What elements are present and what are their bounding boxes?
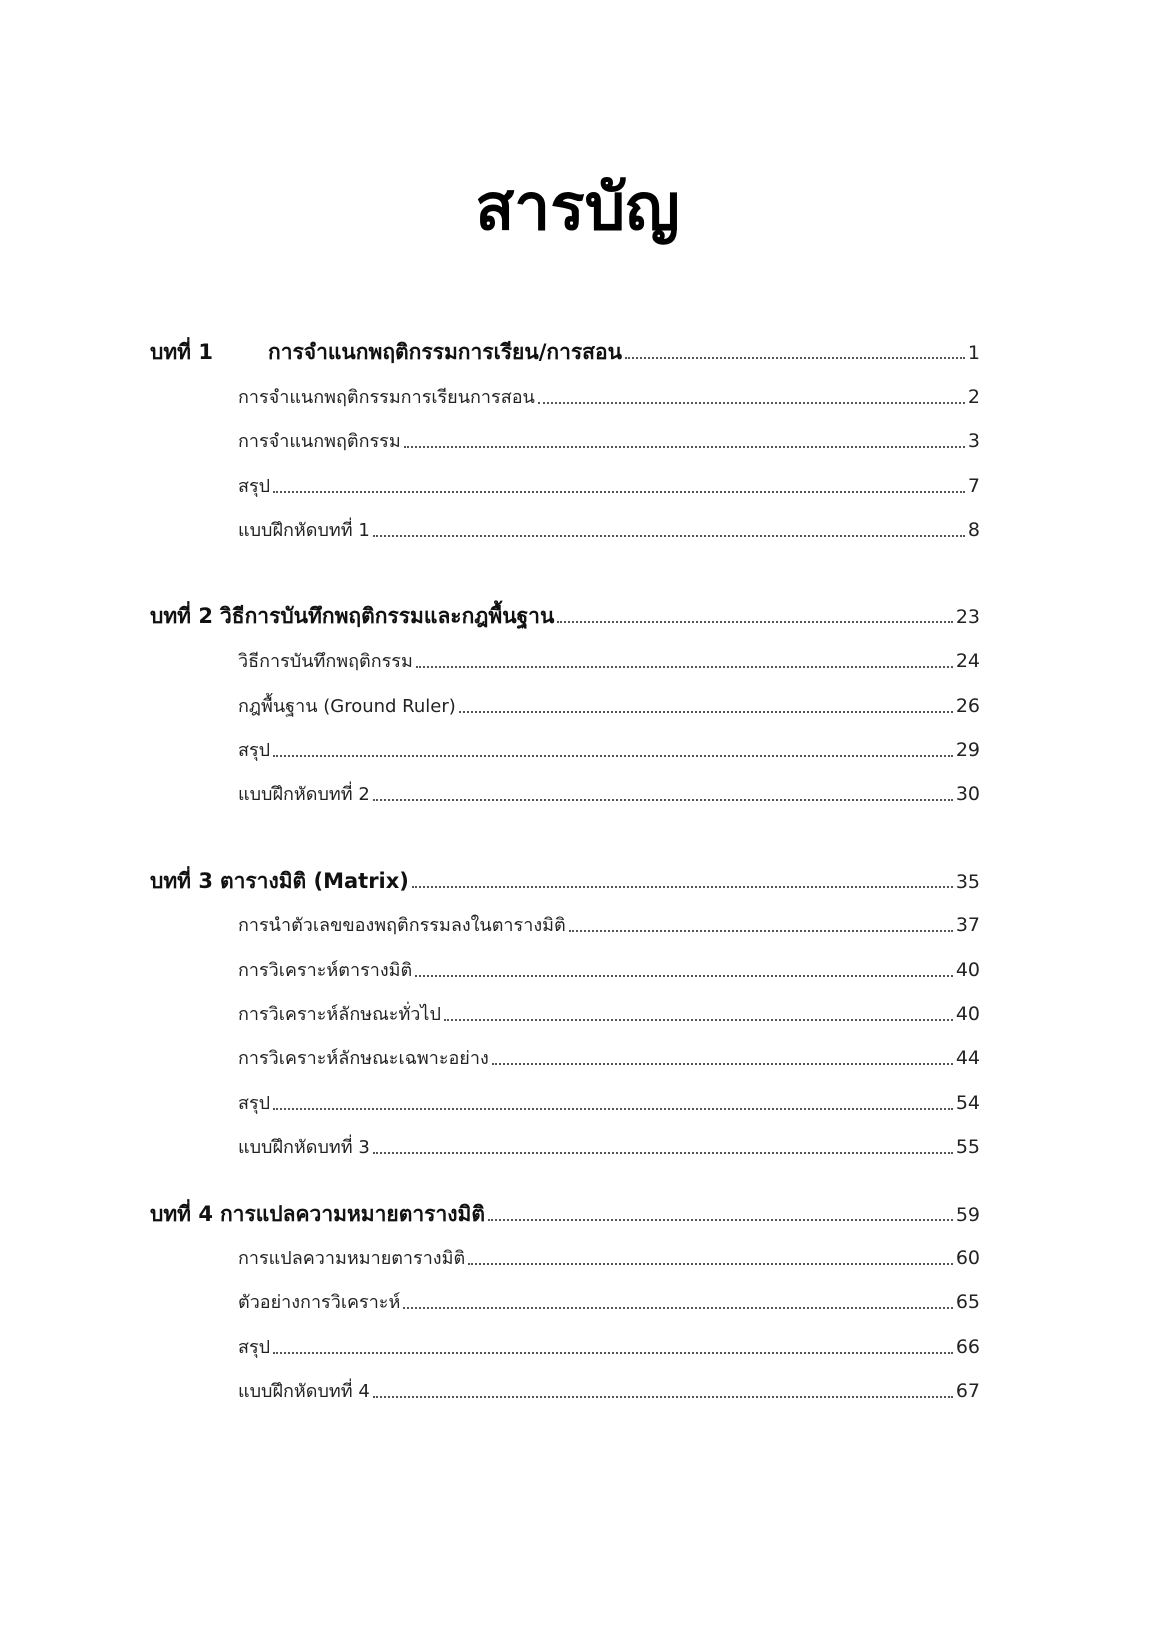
page-number: 59 (955, 1204, 980, 1226)
page-number: 55 (955, 1136, 980, 1158)
dot-leader (273, 491, 965, 493)
dot-leader (403, 1307, 952, 1309)
entry-title: ตัวอย่างการวิเคราะห์ (238, 1292, 401, 1313)
entry-title: สรุป (238, 1093, 271, 1114)
page-number: 60 (955, 1247, 980, 1269)
toc-entry[interactable] (238, 645, 980, 677)
toc-entry[interactable] (238, 778, 980, 810)
chapter-number: บทที่ 1 (150, 340, 213, 364)
page-number: 2 (967, 386, 980, 408)
entry-title: การวิเคราะห์ตารางมิติ (238, 960, 413, 981)
dot-leader (569, 930, 953, 932)
toc-entry[interactable] (238, 998, 980, 1030)
entry-title: สรุป (238, 476, 271, 497)
entry-title: แบบฝึกหัดบทที่ 4 (238, 1381, 370, 1402)
chapter-title: การแปลความหมายตารางมิติ (219, 1202, 485, 1226)
chapter-title: การจำแนกพฤติกรรมการเรียน/การสอน (268, 340, 622, 364)
entry-title: การวิเคราะห์ลักษณะทั่วไป (238, 1004, 441, 1025)
dot-leader (444, 1019, 953, 1021)
toc-entry[interactable] (238, 514, 980, 546)
entry-title: สรุป (238, 1337, 271, 1358)
entry-title: การนำตัวเลขของพฤติกรรมลงในตารางมิติ (238, 915, 566, 936)
toc-chapter-2[interactable] (150, 600, 980, 632)
page-number: 65 (955, 1291, 980, 1313)
page-number: 37 (955, 914, 980, 936)
toc-entry[interactable] (238, 1087, 980, 1119)
dot-leader (273, 1108, 953, 1110)
toc-entry[interactable] (238, 734, 980, 766)
toc-entry[interactable] (238, 1331, 980, 1363)
page-number: 1 (967, 342, 980, 364)
entry-title: แบบฝึกหัดบทที่ 2 (238, 784, 370, 805)
dot-leader (273, 755, 953, 757)
toc-entry[interactable] (238, 425, 980, 457)
page-number: 40 (955, 1003, 980, 1025)
page-number: 44 (955, 1047, 980, 1069)
chapter-number: บทที่ 3 (150, 869, 213, 893)
toc-entry[interactable] (238, 381, 980, 413)
dot-leader (273, 1352, 953, 1354)
page-number: 3 (967, 430, 980, 452)
chapter-title: ตารางมิติ (Matrix) (219, 869, 409, 893)
page-number: 29 (955, 739, 980, 761)
toc-entry[interactable] (238, 909, 980, 941)
page-number: 26 (955, 695, 980, 717)
page-number: 7 (967, 475, 980, 497)
dot-leader (416, 666, 953, 668)
page-number: 30 (955, 783, 980, 805)
dot-leader (557, 621, 952, 623)
toc-entry[interactable] (238, 690, 980, 722)
toc-entry[interactable] (238, 954, 980, 986)
dot-leader (538, 402, 965, 404)
dot-leader (373, 1152, 953, 1154)
page-title: สารบัญ (475, 171, 680, 245)
chapter-number: บทที่ 2 (150, 604, 213, 628)
toc-chapter-1[interactable] (150, 336, 980, 368)
page-number: 40 (955, 959, 980, 981)
chapter-number: บทที่ 4 (150, 1202, 213, 1226)
toc-entry[interactable] (238, 1286, 980, 1318)
dot-leader (459, 711, 953, 713)
dot-leader (404, 446, 965, 448)
entry-title: แบบฝึกหัดบทที่ 1 (238, 520, 370, 541)
toc-entry[interactable] (238, 1375, 980, 1407)
page-number: 35 (955, 871, 980, 893)
entry-title: วิธีการบันทึกพฤติกรรม (238, 651, 413, 672)
entry-title: แบบฝึกหัดบทที่ 3 (238, 1137, 370, 1158)
toc-entry[interactable] (238, 1042, 980, 1074)
entry-title: การแปลความหมายตารางมิติ (238, 1248, 466, 1269)
dot-leader (373, 535, 965, 537)
toc-entry[interactable] (238, 1131, 980, 1163)
toc-chapter-3[interactable] (150, 865, 980, 897)
dot-leader (373, 799, 953, 801)
entry-title: การจำแนกพฤติกรรม (238, 431, 401, 452)
page-number: 8 (967, 519, 980, 541)
dot-leader (373, 1396, 953, 1398)
dot-leader (625, 357, 965, 359)
dot-leader (415, 975, 953, 977)
entry-title: การจำแนกพฤติกรรมการเรียนการสอน (238, 387, 535, 408)
page-number: 23 (955, 606, 980, 628)
chapter-title: วิธีการบันทึกพฤติกรรมและกฎพื้นฐาน (219, 604, 555, 628)
toc-chapter-4[interactable] (150, 1198, 980, 1230)
entry-title: กฎพื้นฐาน (Ground Ruler) (238, 696, 456, 717)
entry-title: สรุป (238, 740, 271, 761)
toc-entry[interactable] (238, 470, 980, 502)
entry-title: การวิเคราะห์ลักษณะเฉพาะอย่าง (238, 1048, 489, 1069)
page-number: 24 (955, 650, 980, 672)
page-number: 54 (955, 1092, 980, 1114)
dot-leader (468, 1263, 953, 1265)
dot-leader (488, 1219, 953, 1221)
dot-leader (412, 886, 953, 888)
toc-entry[interactable] (238, 1242, 980, 1274)
page-number: 66 (955, 1336, 980, 1358)
dot-leader (492, 1063, 953, 1065)
page-number: 67 (955, 1380, 980, 1402)
